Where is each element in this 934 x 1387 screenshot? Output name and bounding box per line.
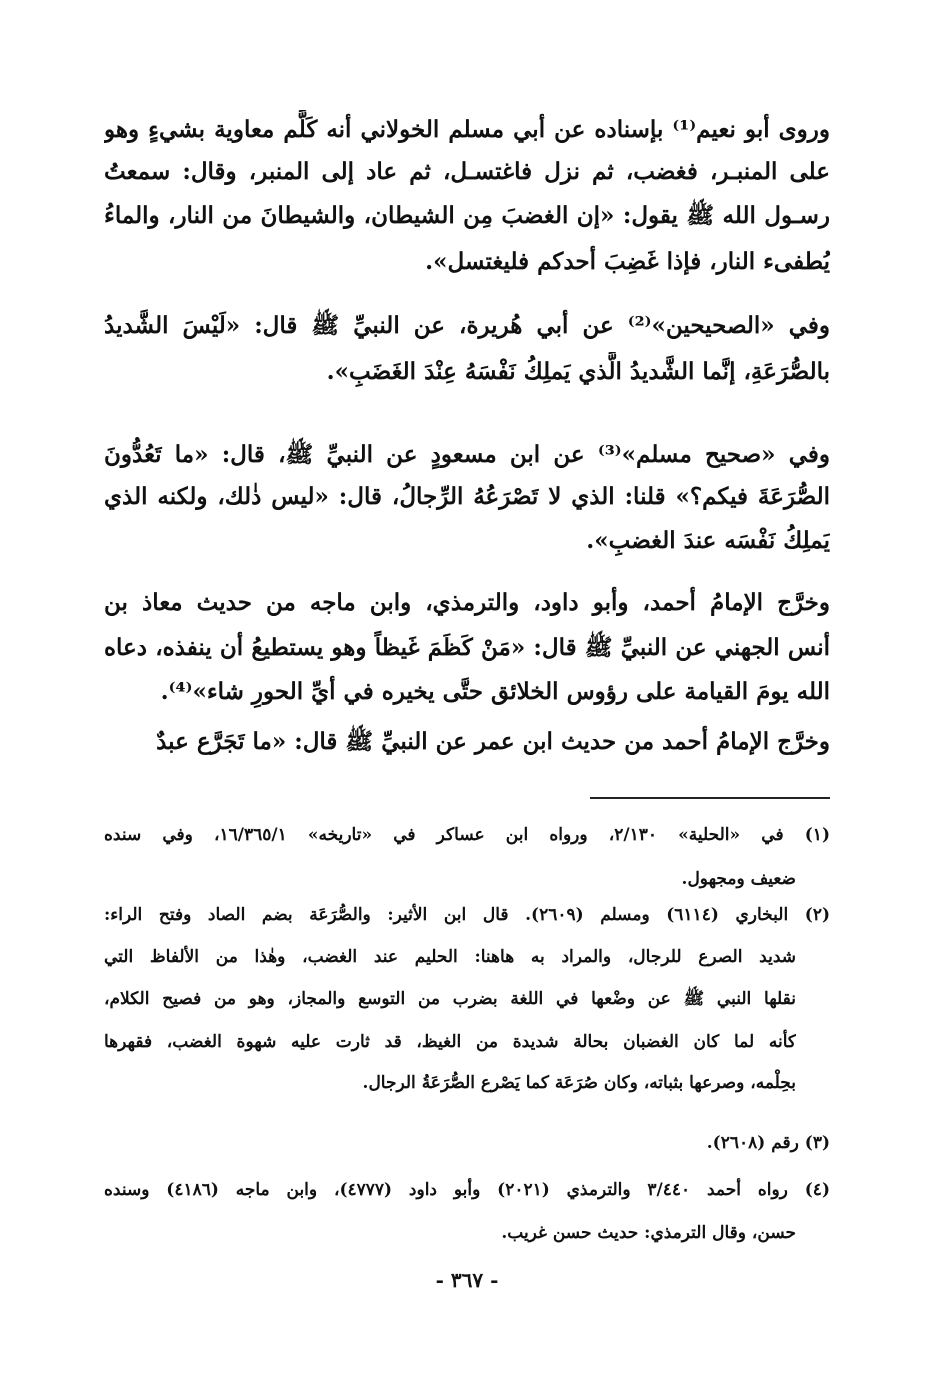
paragraph-4-line-3: الله يومَ القيامة على رؤوس الخلائق حتَّى يخيره في أيِّ الحورِ شاء»⁽⁴⁾. — [160, 678, 830, 705]
paragraph-2-line-2: بالصُّرَعَةِ، إنَّما الشَّديدُ الَّذي يَملِكُ نَفْسَهُ عِنْدَ الغَضَبِ». — [326, 358, 830, 385]
paragraph-4-line-1: وخرَّج الإمامُ أحمد، وأبو داود، والترمذي، وابن ماجه من حديث معاذ بن — [104, 589, 830, 616]
footnote-3-line-1: (٣) رقم (٢٦٠٨). — [706, 1133, 830, 1153]
footnote-2-line-3: نقلها النبي ﷺ عن وضْعها في اللغة بضرب من التوسع والمجاز، وهو من فصيح الكلام، — [104, 989, 796, 1009]
footnote-4-line-2: حسن، وقال الترمذي: حديث حسن غريب. — [501, 1223, 796, 1243]
paragraph-1-line-3: رسـول الله ﷺ يقول: «إن الغضبَ مِن الشيطان، والشيطانَ من النار، والماءُ — [104, 202, 830, 229]
paragraph-4-line-2: أنس الجهني عن النبيِّ ﷺ قال: «مَنْ كَظَمَ غَيظاً وهو يستطيعُ أن ينفذه، دعاه — [104, 634, 830, 661]
paragraph-3-line-3: يَملِكُ نَفْسَه عندَ الغضبِ». — [586, 527, 830, 554]
paragraph-3-line-1: وفي «صحيح مسلم»⁽³⁾ عن ابن مسعودٍ عن النبيِّ ﷺ، قال: «ما تَعُدُّونَ — [104, 441, 830, 468]
footnote-2-line-1: (٢) البخاري (٦١١٤) ومسلم (٢٦٠٩). قال ابن الأثير: والصُّرَعَة بضم الصاد وفتح الراء: — [104, 905, 830, 925]
footnote-4-line-1: (٤) رواه أحمد ٣/٤٤٠ والترمذي (٢٠٢١) وأبو داود (٤٧٧٧)، وابن ماجه (٤١٨٦) وسنده — [104, 1180, 830, 1200]
paragraph-2-line-1: وفي «الصحيحين»⁽²⁾ عن أبي هُريرة، عن النبيِّ ﷺ قال: «لَيْسَ الشَّديدُ — [104, 312, 830, 339]
paragraph-1-line-1: وروى أبو نعيم⁽¹⁾ بإسناده عن أبي مسلم الخولاني أنه كَلَّم معاوية بشيءٍ وهو — [104, 116, 830, 143]
footnote-2-line-2: شديد الصرع للرجال، والمراد به هاهنا: الحليم عند الغضب، وهٰذا من الألفاظ التي — [104, 947, 796, 967]
page-number: - ٣٦٧ - — [435, 1268, 499, 1292]
footnote-2-line-4: كأنه لما كان الغضبان بحالة شديدة من الغيظ، قد ثارت عليه شهوة الغضب، فقهرها — [104, 1032, 796, 1052]
paragraph-3-line-2: الصُّرَعَةَ فيكم؟» قلنا: الذي لا تَصْرَعُهُ الرِّجالُ، قال: «ليس ذٰلك، ولكنه الذي — [104, 483, 830, 510]
footnote-2-line-5: بحِلْمه، وصرعها بثباته، وكان صُرَعَة كما يَصْرع الصُّرَعَةُ الرجال. — [362, 1073, 796, 1093]
paragraph-5-line-1: وخرَّج الإمامُ أحمد من حديث ابن عمر عن النبيِّ ﷺ قال: «ما تَجَرَّع عبدٌ — [156, 728, 830, 755]
paragraph-1-line-2: على المنبـر، فغضب، ثم نزل فاغتسـل، ثم عاد إلى المنبر، وقال: سمعتُ — [104, 158, 830, 185]
paragraph-1-line-4: يُطفىء النار، فإذا غَضِبَ أحدكم فليغتسل». — [425, 248, 830, 275]
footnote-1-line-1: (١) في «الحلية» ٢/١٣٠، ورواه ابن عساكر في «تاريخه» ١٦/٣٦٥/١، وفي سنده — [104, 825, 830, 845]
footnote-separator — [590, 797, 830, 799]
footnote-1-line-2: ضعيف ومجهول. — [681, 869, 796, 889]
